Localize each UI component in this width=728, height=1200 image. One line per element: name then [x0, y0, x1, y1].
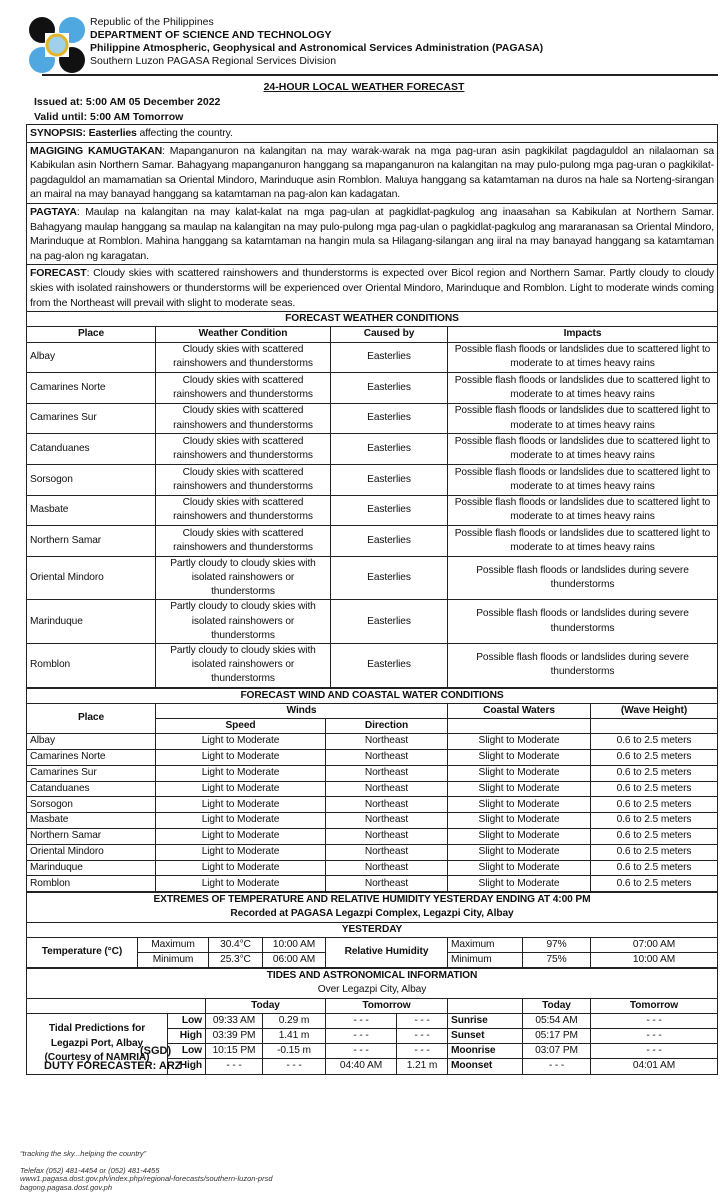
wind-speed: Light to Moderate [156, 781, 326, 797]
wind-direction: Northeast [326, 813, 448, 829]
magiging-kamugtakan [26, 142, 718, 203]
wind-direction: Northeast [326, 781, 448, 797]
place: Catanduanes [27, 434, 156, 465]
tomorrow-height: - - - [397, 1028, 448, 1043]
yesterday-label: YESTERDAY [27, 922, 718, 937]
weather-row [27, 373, 718, 404]
weather-condition: Partly cloudy to cloudy skies with isolated rainshowers or thunderstorms [156, 643, 331, 687]
rh-min-time: 10:00 AM [591, 952, 718, 967]
astro-tomorrow: - - - [591, 1028, 718, 1043]
rh-max-value: 97% [523, 937, 591, 952]
coastal-waters: Slight to Moderate [448, 781, 591, 797]
wind-row [27, 828, 718, 844]
impacts: Possible flash floods or landslides due to scattered light to moderate to at times heavy rains [448, 434, 718, 465]
tomorrow-time: - - - [326, 1044, 397, 1059]
astro-today-header: Today [523, 998, 591, 1013]
caused-by: Easterlies [331, 373, 448, 404]
motto: “tracking the sky...helping the country” [20, 1149, 147, 1158]
signed-mark: (SGD) [140, 1045, 172, 1057]
wind-direction: Northeast [326, 734, 448, 750]
extremes-subtitle: Recorded at PAGASA Legazpi Complex, Legazpi City, Albay [27, 907, 718, 922]
col-wave-height: (Wave Height) [591, 703, 718, 718]
wind-direction: Northeast [326, 749, 448, 765]
place: Camarines Norte [27, 749, 156, 765]
tide-type: High [168, 1059, 206, 1074]
temperature-label: Temperature (°C) [27, 937, 138, 967]
temp-max-time: 10:00 AM [263, 937, 326, 952]
place: Romblon [27, 876, 156, 892]
col-winds: Winds [156, 703, 448, 718]
extremes-table [26, 892, 718, 968]
wind-coastal-table [26, 688, 718, 893]
impacts: Possible flash floods or landslides during severe thunderstorms [448, 643, 718, 687]
place: Sorsogon [27, 464, 156, 495]
today-height: - - - [263, 1059, 326, 1074]
weather-row [27, 643, 718, 687]
wave-height: 0.6 to 2.5 meters [591, 828, 718, 844]
caused-by: Easterlies [331, 643, 448, 687]
rh-min-value: 75% [523, 952, 591, 967]
place: Albay [27, 342, 156, 373]
place: Sorsogon [27, 797, 156, 813]
issued-at: Issued at: 5:00 AM 05 December 2022 [34, 96, 221, 108]
weather-conditions-table [26, 311, 718, 687]
today-time: 03:39 PM [206, 1028, 263, 1043]
website-url: www1.pagasa.dost.gov.ph/index.php/regional-forecasts/southern-luzon-prsd [20, 1174, 273, 1183]
col-weather-condition: Weather Condition [156, 327, 331, 342]
synopsis-label: SYNOPSIS: [30, 127, 89, 139]
caused-by: Easterlies [331, 403, 448, 434]
astro-tomorrow: 04:01 AM [591, 1059, 718, 1074]
rh-min-label: Minimum [448, 952, 523, 967]
wave-height: 0.6 to 2.5 meters [591, 860, 718, 876]
wave-height: 0.6 to 2.5 meters [591, 781, 718, 797]
temp-max-label: Maximum [138, 937, 209, 952]
republic-line: Republic of the Philippines [90, 16, 214, 28]
wind-speed: Light to Moderate [156, 844, 326, 860]
wind-row [27, 860, 718, 876]
wind-speed: Light to Moderate [156, 860, 326, 876]
impacts: Possible flash floods or landslides due to scattered light to moderate to at times heavy rains [448, 403, 718, 434]
magiging-label: MAGIGING KAMUGTAKAN [30, 144, 163, 157]
astro-event: Moonrise [448, 1044, 523, 1059]
weather-condition: Partly cloudy to cloudy skies with isolated rainshowers or thunderstorms [156, 556, 331, 600]
weather-row [27, 403, 718, 434]
today-time: 10:15 PM [206, 1044, 263, 1059]
wave-height: 0.6 to 2.5 meters [591, 765, 718, 781]
footer [20, 1150, 273, 1192]
col-direction: Direction [326, 718, 448, 733]
temp-min-value: 25.3°C [209, 952, 263, 967]
rh-max-label: Maximum [448, 937, 523, 952]
pagtaya [26, 203, 718, 264]
signature-block [44, 1044, 182, 1074]
today-time: - - - [206, 1059, 263, 1074]
temp-max-value: 30.4°C [209, 937, 263, 952]
astro-event: Sunrise [448, 1013, 523, 1028]
pagtaya-label: PAGTAYA [30, 205, 77, 218]
tide-type: Low [168, 1044, 206, 1059]
forecast-label: FORECAST [30, 267, 87, 280]
place: Romblon [27, 643, 156, 687]
today-height: 1.41 m [263, 1028, 326, 1043]
impacts: Possible flash floods or landslides due to scattered light to moderate to at times heavy rains [448, 495, 718, 526]
letterhead [28, 14, 718, 74]
weather-row [27, 526, 718, 557]
tide-type: Low [168, 1013, 206, 1028]
wind-speed: Light to Moderate [156, 749, 326, 765]
synopsis-system: Easterlies [88, 127, 137, 139]
tomorrow-height: - - - [397, 1013, 448, 1028]
astro-event: Moonset [448, 1059, 523, 1074]
wind-row [27, 813, 718, 829]
wave-height: 0.6 to 2.5 meters [591, 734, 718, 750]
impacts: Possible flash floods or landslides during severe thunderstorms [448, 600, 718, 644]
tidal-predictions-label: Tidal Predictions for Legazpi Port, Albay (Courtesy of NAMRIA) [27, 1013, 168, 1074]
tomorrow-time: 04:40 AM [326, 1059, 397, 1074]
wind-direction: Northeast [326, 844, 448, 860]
tomorrow-time: - - - [326, 1013, 397, 1028]
wind-row [27, 749, 718, 765]
wind-row [27, 734, 718, 750]
place: Masbate [27, 495, 156, 526]
col-place: Place [27, 703, 156, 733]
wind-row [27, 797, 718, 813]
telefax: Telefax (052) 481-4454 or (052) 481-4455 [20, 1165, 160, 1175]
coastal-waters: Slight to Moderate [448, 813, 591, 829]
caused-by: Easterlies [331, 434, 448, 465]
wave-height: 0.6 to 2.5 meters [591, 813, 718, 829]
today-time: 09:33 AM [206, 1013, 263, 1028]
today-height: 0.29 m [263, 1013, 326, 1028]
weather-condition: Cloudy skies with scattered rainshowers and thunderstorms [156, 373, 331, 404]
place: Northern Samar [27, 828, 156, 844]
place: Camarines Norte [27, 373, 156, 404]
weather-condition: Cloudy skies with scattered rainshowers and thunderstorms [156, 403, 331, 434]
temp-min-label: Minimum [138, 952, 209, 967]
tide-row [27, 1013, 718, 1028]
tomorrow-height: - - - [397, 1044, 448, 1059]
caused-by: Easterlies [331, 464, 448, 495]
astro-today: - - - [523, 1059, 591, 1074]
astro-today: 03:07 PM [523, 1044, 591, 1059]
wind-row [27, 876, 718, 892]
col-impacts: Impacts [448, 327, 718, 342]
coastal-waters: Slight to Moderate [448, 844, 591, 860]
coastal-waters: Slight to Moderate [448, 765, 591, 781]
place: Oriental Mindoro [27, 556, 156, 600]
coastal-waters: Slight to Moderate [448, 876, 591, 892]
temp-min-time: 06:00 AM [263, 952, 326, 967]
col-speed: Speed [156, 718, 326, 733]
coastal-waters: Slight to Moderate [448, 749, 591, 765]
impacts: Possible flash floods or landslides due to scattered light to moderate to at times heavy rains [448, 373, 718, 404]
forecast [26, 264, 718, 311]
wind-row [27, 844, 718, 860]
tides-title: TIDES AND ASTRONOMICAL INFORMATION [27, 969, 718, 984]
wind-speed: Light to Moderate [156, 797, 326, 813]
wind-direction: Northeast [326, 765, 448, 781]
col-place: Place [27, 327, 156, 342]
website-url-2: bagong.pagasa.dost.gov.ph [20, 1182, 113, 1192]
forecast-text: : Cloudy skies with scattered rainshowers and thunderstorms is expected over Bicol region and Northern Samar. Partly cloudy to cloudy skies with isolated rainshowers or thunderstorms will be experienced over Oriental Mindoro, Marinduque and Romblon. Light to moderate winds coming from the Northeast will prevail with slight to moderate seas. [30, 267, 714, 309]
magiging-text: : Mapanganuron na kalangitan na may warak-warak na mga pag-uran asin pagkikilat pagdaguldol an nilalaoman sa Kabikulan asin Northern Samar. Bahagyang mapanganuron hanggang sa mapanganuron na kalangitan na may pulo-pulong mga pag-uran o pagkikilat-pagdaguldol an mamamatian sa Oriental Mindoro, Marinduque asin Romblon. Maluya hanggang sa katamtaman na duros na hale sa Norteng-sirangan an mairal na may banayad hanggang sa katamtaman na pag-alon kan kadagatan. [30, 144, 714, 201]
wave-height: 0.6 to 2.5 meters [591, 797, 718, 813]
forecast-document [26, 124, 718, 1075]
caused-by: Easterlies [331, 600, 448, 644]
wind-row [27, 765, 718, 781]
coastal-waters: Slight to Moderate [448, 797, 591, 813]
astro-tomorrow-header: Tomorrow [591, 998, 718, 1013]
weather-row [27, 556, 718, 600]
tide-tomorrow-header: Tomorrow [326, 998, 448, 1013]
place: Marinduque [27, 600, 156, 644]
today-height: -0.15 m [263, 1044, 326, 1059]
wave-height: 0.6 to 2.5 meters [591, 844, 718, 860]
document-title: 24-HOUR LOCAL WEATHER FORECAST [263, 81, 465, 93]
place: Marinduque [27, 860, 156, 876]
weather-condition: Cloudy skies with scattered rainshowers and thunderstorms [156, 464, 331, 495]
impacts: Possible flash floods or landslides due to scattered light to moderate to at times heavy rains [448, 526, 718, 557]
synopsis-text: affecting the country. [136, 127, 233, 139]
tides-subtitle: Over Legazpi City, Albay [27, 983, 718, 998]
place: Catanduanes [27, 781, 156, 797]
tide-today-header: Today [206, 998, 326, 1013]
weather-condition: Cloudy skies with scattered rainshowers and thunderstorms [156, 342, 331, 373]
wind-speed: Light to Moderate [156, 813, 326, 829]
place: Oriental Mindoro [27, 844, 156, 860]
wind-speed: Light to Moderate [156, 734, 326, 750]
impacts: Possible flash floods or landslides due to scattered light to moderate to at times heavy rains [448, 342, 718, 373]
caused-by: Easterlies [331, 526, 448, 557]
wind-direction: Northeast [326, 828, 448, 844]
valid-until: Valid until: 5:00 AM Tomorrow [34, 111, 184, 123]
dost-logo-icon [28, 16, 86, 74]
agency-line: Philippine Atmospheric, Geophysical and Astronomical Services Administration (PAGASA) [90, 42, 544, 54]
division-line: Southern Luzon PAGASA Regional Services Division [90, 55, 337, 67]
astro-today: 05:54 AM [523, 1013, 591, 1028]
wind-direction: Northeast [326, 876, 448, 892]
coastal-waters: Slight to Moderate [448, 734, 591, 750]
synopsis [26, 124, 718, 142]
caused-by: Easterlies [331, 495, 448, 526]
weather-row [27, 464, 718, 495]
pagtaya-text: : Maulap na kalangitan na may kalat-kalat na mga pag-ulan at pagkidlat-pagkulog ang inaasahan sa Kabikulan at Northern Samar. Bahagyang maulap hanggang sa maulap na kalangitan na may pulo-pulong mga pag-ulan o pagkidlat-pagkulog ang mararanasan sa Oriental Mindoro, Marinduque at Romblon. Mahina hanggang sa katamtaman na hangin mula sa Hilagang-silangan ang iiral na may banayad hanggang sa katamtaman na pag-alon ng karagatan. [30, 205, 714, 262]
wind-direction: Northeast [326, 797, 448, 813]
place: Camarines Sur [27, 403, 156, 434]
extremes-title: EXTREMES OF TEMPERATURE AND RELATIVE HUMIDITY YESTERDAY ENDING AT 4:00 PM [27, 893, 718, 908]
astro-tomorrow: - - - [591, 1013, 718, 1028]
caused-by: Easterlies [331, 556, 448, 600]
duty-forecaster: DUTY FORECASTER: ARZ [44, 1060, 182, 1072]
weather-row [27, 495, 718, 526]
wind-speed: Light to Moderate [156, 876, 326, 892]
weather-table-title: FORECAST WEATHER CONDITIONS [27, 312, 718, 327]
coastal-waters: Slight to Moderate [448, 860, 591, 876]
weather-row [27, 600, 718, 644]
wind-table-title: FORECAST WIND AND COASTAL WATER CONDITIONS [27, 688, 718, 703]
wind-speed: Light to Moderate [156, 828, 326, 844]
tomorrow-time: - - - [326, 1028, 397, 1043]
header-divider [42, 74, 718, 76]
weather-condition: Partly cloudy to cloudy skies with isolated rainshowers or thunderstorms [156, 600, 331, 644]
col-coastal-waters: Coastal Waters [448, 703, 591, 718]
humidity-label: Relative Humidity [326, 937, 448, 967]
astro-tomorrow: - - - [591, 1044, 718, 1059]
tomorrow-height: 1.21 m [397, 1059, 448, 1074]
wind-direction: Northeast [326, 860, 448, 876]
wind-speed: Light to Moderate [156, 765, 326, 781]
weather-row [27, 342, 718, 373]
weather-condition: Cloudy skies with scattered rainshowers and thunderstorms [156, 495, 331, 526]
impacts: Possible flash floods or landslides during severe thunderstorms [448, 556, 718, 600]
weather-condition: Cloudy skies with scattered rainshowers and thunderstorms [156, 434, 331, 465]
wave-height: 0.6 to 2.5 meters [591, 749, 718, 765]
col-caused-by: Caused by [331, 327, 448, 342]
place: Masbate [27, 813, 156, 829]
caused-by: Easterlies [331, 342, 448, 373]
astro-today: 05:17 PM [523, 1028, 591, 1043]
weather-row [27, 434, 718, 465]
place: Camarines Sur [27, 765, 156, 781]
wave-height: 0.6 to 2.5 meters [591, 876, 718, 892]
department-line: DEPARTMENT OF SCIENCE AND TECHNOLOGY [90, 29, 332, 41]
tide-type: High [168, 1028, 206, 1043]
impacts: Possible flash floods or landslides due to scattered light to moderate to at times heavy rains [448, 464, 718, 495]
place: Albay [27, 734, 156, 750]
rh-max-time: 07:00 AM [591, 937, 718, 952]
astro-event: Sunset [448, 1028, 523, 1043]
wind-row [27, 781, 718, 797]
coastal-waters: Slight to Moderate [448, 828, 591, 844]
place: Northern Samar [27, 526, 156, 557]
weather-condition: Cloudy skies with scattered rainshowers and thunderstorms [156, 526, 331, 557]
